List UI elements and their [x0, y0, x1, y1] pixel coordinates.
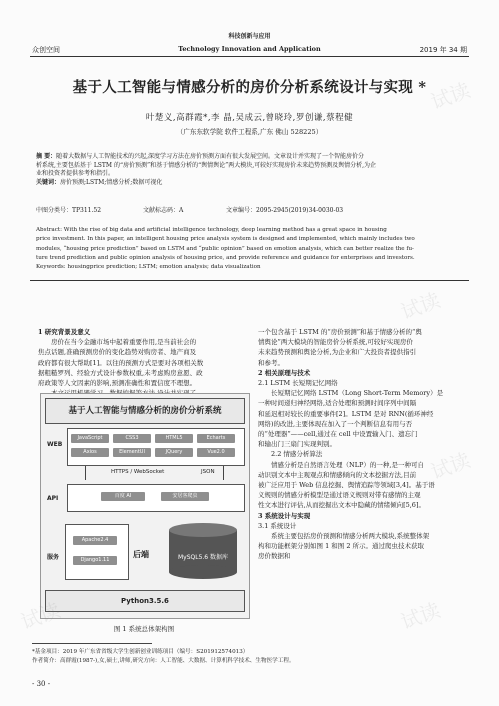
- python-label: Python3.5.6: [121, 597, 169, 605]
- abstract-en-line4: ture trend prediction and public opinion analysis of housing price, and provide reference and guidance for enterprises and investors.: [36, 254, 415, 261]
- right-para-top-2: 情舆论”两大模块的智能房价分析系统,可较好实现房价: [258, 338, 413, 347]
- abstract-en-line2: price investment. In this paper, an intelligent housing price analysis system is designed and implemented, which mainly includes two: [36, 236, 415, 243]
- abstract-en-line1: Abstract: With the rise of big data and artificial intelligence technology, deep learning method has a great space in housing: [36, 227, 387, 233]
- right-para-top-1: 一个包含基于 LSTM 的“房价预测”和基于情感分析的“舆: [258, 328, 422, 336]
- para-21-line5: 的“处理器”——cell,通过在 cell 中设置输入门、遗忘门: [258, 430, 418, 439]
- chip-anjuke-crawler: 安居客爬虫: [161, 492, 209, 501]
- para-21-line2: 一种时间递归神经网络,适合处理和预测时间序列中间隔: [258, 399, 417, 408]
- para-1-line4: 据粗糙罗列、经验方式设计参数权重,未考虑购房意愿、政: [38, 368, 203, 377]
- abstract-cn: [36, 153, 466, 187]
- api-layer-box: [67, 484, 245, 512]
- figure-caption: 图 1 系统总体架构图: [113, 625, 175, 633]
- section-label: 众创空间: [32, 46, 60, 54]
- footnote-fund: *基金项目：2019 年广东省省级大学生创新创业训练项目（编号：S201912574013）: [32, 649, 249, 655]
- proto-https: HTTPS / WebSocket: [111, 469, 165, 475]
- abstract-cn-line2: 析系统,主要包括基于 LSTM 的“房价预测”和基于情感分析的“舆情舆论”两大模块,可较好实现房价未来趋势预测及舆情分析,为企: [36, 161, 377, 169]
- para-22-line2: 动识别文本中主观观点和情感倾向的文本挖掘方法,目前: [258, 470, 417, 479]
- watermark-4: 试读: [397, 597, 444, 635]
- diagram-title: 基于人工智能与情感分析的房价分析系统: [68, 406, 222, 416]
- para-1-line1: 房价在当今金融市场中起着重要作用,是当前社会的: [51, 338, 197, 347]
- abstract-cn-line1: 随着大数据与人工智能技术的兴起,深度学习方法在房价预测方面有很大发展空间。文章设计并实现了一个智能房价分: [56, 153, 365, 160]
- heading-3: 3 系统设计与实现: [258, 511, 311, 520]
- para-21-line3: 和延迟相对较长的重要事件[2]。LSTM 是对 RNN(循环神经: [258, 409, 434, 418]
- abstract-cn-label: 摘 要：: [36, 153, 57, 160]
- watermark-1: 试读: [427, 77, 474, 115]
- article-number: 文章编号：2095-2945(2019)34-0030-03: [226, 207, 344, 214]
- para-1-line3: 政府都有很大帮助[1]。以往的预测方式是要对各项相关数: [38, 358, 204, 367]
- journal-name-cn: 科技创新与应用: [228, 33, 271, 40]
- class-number: 中图分类号：TP311.52: [36, 207, 102, 214]
- para-22-line4: 义规则的情感分析模型是通过语义规则对带有感情的主观: [258, 491, 421, 500]
- issue-label: 2019 年 34 期: [419, 46, 467, 54]
- service-layer-label: 服务: [47, 554, 60, 561]
- chip-django: Django1.11: [73, 556, 117, 565]
- heading-3-1: 3.1 系统设计: [258, 521, 297, 530]
- chip-javascript: JavaScript: [71, 434, 109, 443]
- architecture-diagram: [40, 393, 250, 619]
- watermark-3: 试读: [427, 447, 474, 485]
- chip-css3: CSS3: [113, 434, 151, 443]
- watermark-2: 试读: [397, 287, 444, 325]
- arrow-down-icon: [223, 466, 224, 480]
- footnote-rule: [32, 643, 152, 644]
- abstract-en-line3: modules, “housing price prediction” based on LSTM and “public opinion” based on emotion analysis, which can better realize the fu-: [36, 245, 414, 252]
- service-box: [65, 524, 129, 580]
- left-column-text: [38, 327, 250, 398]
- right-para-top-4: 和参考。: [258, 358, 284, 367]
- chip-apache: Apache2.4: [73, 536, 117, 545]
- affiliation: （广东东软学院 软件工程系,广东 佛山 528225）: [176, 128, 323, 136]
- chip-axios: Axios: [71, 448, 109, 457]
- diagram-title-box: [45, 398, 245, 424]
- chip-echarts: Echarts: [197, 434, 235, 443]
- chip-elementui: ElementUI: [113, 448, 151, 457]
- web-layer-label: WEB: [47, 441, 63, 448]
- heading-2-1: 2.1 LSTM 长短期记忆网络: [258, 379, 338, 388]
- abstract-rule: [30, 280, 469, 281]
- right-para-top-3: 未来趋势预测和舆论分析,为企业和广大投资者提供指引: [258, 348, 417, 357]
- page-number: - 30 -: [32, 680, 51, 688]
- para-21-line6: 和输出门三扇门实现判别。: [258, 440, 336, 449]
- para-31-line2: 构和功能框架分别如图 1 和图 2 所示。通过爬虫技术获取: [258, 542, 425, 551]
- para-22-line5: 性文本进行评估,从而挖掘出文本中隐藏的情绪倾向[5,6]。: [258, 501, 425, 510]
- keywords-cn: 房价预测;LSTM;情感分析;数据可视化: [60, 178, 163, 186]
- para-31-line1: 系统主要包括房价预测和情感分析两大模块,系统整体架: [271, 532, 430, 541]
- para-31-line3: 房价数据和: [258, 552, 291, 561]
- api-layer-label: API: [47, 495, 59, 502]
- abstract-cn-line3: 业和投资者提供参考和指引。: [36, 170, 115, 178]
- para-22-line3: 被广泛应用于 Web 信息挖掘、舆情追踪等领域[3,4]。基于语: [258, 481, 435, 490]
- chip-jquery: JQuery: [155, 448, 193, 457]
- footnote-author: 作者简介：高群霞(1987-),女,硕士,讲师,研究方向：人工智能、大数据、计算机科学技术、生物医学工程。: [32, 658, 295, 664]
- para-21-line4: 网络)的改进,主要体现在加入了一个判断信息有用与否: [258, 419, 413, 428]
- authors: 叶楚义,高群霞*,李 晶,吴成云,曾晓玲,罗创谦,蔡程健: [145, 113, 354, 123]
- backend-label: 后端: [133, 550, 149, 559]
- keywords-en: Keywords: housingprice prediction; LSTM; emotion analysis; data visualization: [36, 264, 261, 271]
- journal-name-en: Technology Innovation and Application: [178, 45, 321, 53]
- abstract-en: [36, 226, 464, 272]
- heading-2-2: 2.2 情感分析算法: [271, 450, 323, 459]
- database-icon: [167, 522, 239, 580]
- chip-baidu-ai: 百度 AI: [101, 492, 145, 501]
- keywords-cn-label: 关键词：: [36, 178, 61, 186]
- right-column-text: [258, 327, 468, 562]
- paper-title: 基于人工智能与情感分析的房价分析系统设计与实现 *: [72, 79, 427, 96]
- para-22-line1: 情感分析是自然语言处理（NLP）的一种,是一种可自: [271, 460, 424, 469]
- header-rule: [30, 56, 469, 57]
- chip-vue: Vue2.0: [197, 448, 235, 457]
- heading-1: 1 研究背景及意义: [38, 328, 91, 336]
- heading-2: 2 相关原理与技术: [258, 368, 311, 377]
- document-code: 文献标志码：A: [143, 207, 184, 214]
- para-21-line1: 长短期记忆网络 LSTM（Long Short-Term Memory）是: [271, 389, 444, 398]
- database-label: MySQL5.6 数据库: [177, 554, 229, 561]
- arrow-up-icon: [85, 466, 86, 480]
- chip-html5: HTML5: [155, 434, 193, 443]
- proto-json: JSON: [201, 469, 215, 475]
- para-1-line2: 焦点话题,准确预测房价的变化趋势对购房者、地产商及: [38, 348, 197, 357]
- watermark-5: 试读: [17, 597, 64, 635]
- python-box: [45, 590, 245, 612]
- para-1-line5: 府政策等人文因素的影响,预测准确性和置信度不理想。: [38, 379, 197, 388]
